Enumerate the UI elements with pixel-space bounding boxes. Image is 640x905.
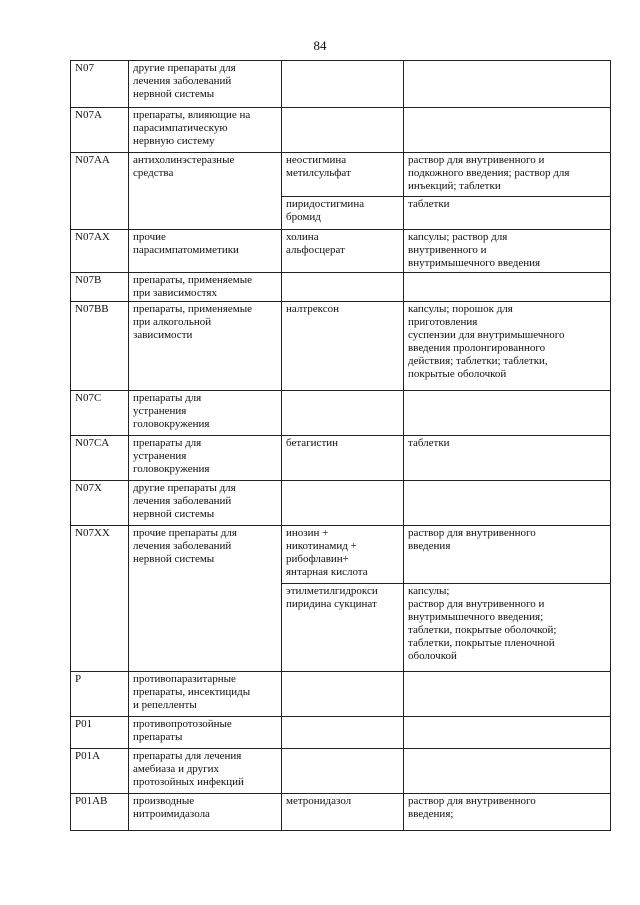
atc-code: P bbox=[75, 673, 82, 685]
drug-cell bbox=[282, 61, 404, 108]
drug-cell bbox=[282, 672, 404, 717]
atc-code: P01AB bbox=[75, 795, 108, 807]
table-row bbox=[71, 153, 611, 197]
atc-code-cell bbox=[71, 526, 129, 672]
form-cell bbox=[404, 273, 611, 302]
atc-code-cell bbox=[71, 672, 129, 717]
group-cell bbox=[129, 526, 282, 672]
dosage-form: раствор для внутривенного введения bbox=[408, 527, 536, 552]
atc-code-cell bbox=[71, 108, 129, 153]
group-cell bbox=[129, 391, 282, 436]
atc-code-cell bbox=[71, 481, 129, 526]
drug-cell bbox=[282, 108, 404, 153]
drug-classification-table bbox=[70, 60, 611, 831]
atc-code: N07 bbox=[75, 62, 94, 74]
group-cell bbox=[129, 108, 282, 153]
atc-code: N07XX bbox=[75, 527, 110, 539]
group-name: антихолинэстеразные средства bbox=[133, 154, 235, 179]
atc-code: N07A bbox=[75, 109, 102, 121]
atc-code: N07AX bbox=[75, 231, 110, 243]
table-row bbox=[71, 61, 611, 108]
drug-cell bbox=[282, 230, 404, 273]
atc-code-cell bbox=[71, 230, 129, 273]
table-row bbox=[71, 436, 611, 481]
atc-code: N07AA bbox=[75, 154, 110, 166]
group-name: препараты для лечения амебиаза и других протозойных инфекций bbox=[133, 750, 244, 788]
group-cell bbox=[129, 302, 282, 391]
group-cell bbox=[129, 273, 282, 302]
form-cell bbox=[404, 230, 611, 273]
drug-name: холина альфосцерат bbox=[286, 231, 345, 256]
atc-code: N07BB bbox=[75, 303, 109, 315]
atc-code-cell bbox=[71, 391, 129, 436]
group-cell bbox=[129, 481, 282, 526]
group-name: производные нитроимидазола bbox=[133, 795, 210, 820]
group-cell bbox=[129, 794, 282, 831]
drug-cell bbox=[282, 794, 404, 831]
atc-code-cell bbox=[71, 61, 129, 108]
group-name: другие препараты для лечения заболеваний нервной системы bbox=[133, 62, 236, 100]
form-cell bbox=[404, 302, 611, 391]
group-name: препараты, применяемые при алкогольной зависимости bbox=[133, 303, 253, 341]
atc-code: N07B bbox=[75, 274, 102, 286]
group-cell bbox=[129, 672, 282, 717]
table-row bbox=[71, 108, 611, 153]
group-name: препараты для устранения головокружения bbox=[133, 437, 210, 475]
atc-code: P01A bbox=[75, 750, 101, 762]
drug-name: неостигмина метилсульфат bbox=[286, 154, 351, 179]
atc-code: N07C bbox=[75, 392, 102, 404]
form-cell bbox=[404, 794, 611, 831]
dosage-form: капсулы; раствор для внутривенного и внутримышечного введения bbox=[408, 231, 541, 269]
group-name: препараты для устранения головокружения bbox=[133, 392, 210, 430]
drug-cell bbox=[282, 481, 404, 526]
drug-name: налтрексон bbox=[286, 303, 340, 315]
drug-cell bbox=[282, 436, 404, 481]
form-cell bbox=[404, 197, 611, 230]
table-row bbox=[71, 749, 611, 794]
drug-cell bbox=[282, 153, 404, 197]
atc-code-cell bbox=[71, 749, 129, 794]
group-name: прочие препараты для лечения заболеваний нервной системы bbox=[133, 527, 237, 565]
atc-code: N07X bbox=[75, 482, 102, 494]
form-cell bbox=[404, 481, 611, 526]
table-row bbox=[71, 794, 611, 831]
drug-cell bbox=[282, 302, 404, 391]
table-row bbox=[71, 391, 611, 436]
dosage-form: таблетки bbox=[408, 198, 450, 210]
form-cell bbox=[404, 526, 611, 584]
dosage-form: таблетки bbox=[408, 437, 450, 449]
drug-cell bbox=[282, 717, 404, 749]
atc-code-cell bbox=[71, 273, 129, 302]
table-row bbox=[71, 481, 611, 526]
form-cell bbox=[404, 717, 611, 749]
drug-cell bbox=[282, 273, 404, 302]
form-cell bbox=[404, 584, 611, 672]
group-name: противопротозойные препараты bbox=[133, 718, 232, 743]
group-cell bbox=[129, 749, 282, 794]
dosage-form: раствор для внутривенного и подкожного введения; раствор для инъекций; таблетки bbox=[408, 154, 570, 192]
drug-cell bbox=[282, 749, 404, 794]
form-cell bbox=[404, 61, 611, 108]
dosage-form: капсулы; порошок для приготовления суспензии для внутримышечного введения пролонгированного действия; таблетки; таблетки, покрытые оболочкой bbox=[408, 303, 565, 380]
group-name: другие препараты для лечения заболеваний нервной системы bbox=[133, 482, 236, 520]
group-name: прочие парасимпатомиметики bbox=[133, 231, 239, 256]
table-row bbox=[71, 273, 611, 302]
atc-code-cell bbox=[71, 436, 129, 481]
dosage-form: раствор для внутривенного введения; bbox=[408, 795, 536, 820]
dosage-form: капсулы; раствор для внутривенного и внутримышечного введения; таблетки, покрытые оболочкой; таблетки, покрытые пленочной оболочкой bbox=[408, 585, 557, 662]
atc-code-cell bbox=[71, 153, 129, 230]
form-cell bbox=[404, 153, 611, 197]
drug-cell bbox=[282, 526, 404, 584]
form-cell bbox=[404, 108, 611, 153]
form-cell bbox=[404, 672, 611, 717]
form-cell bbox=[404, 749, 611, 794]
form-cell bbox=[404, 436, 611, 481]
drug-name: бетагистин bbox=[286, 437, 339, 449]
drug-cell bbox=[282, 197, 404, 230]
drug-cell bbox=[282, 391, 404, 436]
group-cell bbox=[129, 717, 282, 749]
atc-code: N07CA bbox=[75, 437, 110, 449]
atc-code-cell bbox=[71, 717, 129, 749]
page-number: 84 bbox=[313, 38, 327, 53]
table-row bbox=[71, 526, 611, 584]
table-row bbox=[71, 230, 611, 273]
group-name: препараты, влияющие на парасимпатическую нервную систему bbox=[133, 109, 251, 147]
group-cell bbox=[129, 61, 282, 108]
group-name: препараты, применяемые при зависимостях bbox=[133, 274, 253, 299]
drug-name: этилметилгидрокси пиридина сукцинат bbox=[286, 585, 378, 610]
group-cell bbox=[129, 153, 282, 230]
table-row bbox=[71, 302, 611, 391]
group-cell bbox=[129, 230, 282, 273]
atc-code: P01 bbox=[75, 718, 93, 730]
atc-code-cell bbox=[71, 794, 129, 831]
atc-code-cell bbox=[71, 302, 129, 391]
table-row bbox=[71, 672, 611, 717]
drug-name: инозин + никотинамид + рибофлавин+ янтарная кислота bbox=[286, 527, 368, 578]
group-cell bbox=[129, 436, 282, 481]
drug-name: пиридостигмина бромид bbox=[286, 198, 365, 223]
drug-name: метронидазол bbox=[286, 795, 352, 807]
group-name: противопаразитарные препараты, инсектициды и репелленты bbox=[133, 673, 251, 711]
form-cell bbox=[404, 391, 611, 436]
table-row bbox=[71, 717, 611, 749]
drug-cell bbox=[282, 584, 404, 672]
